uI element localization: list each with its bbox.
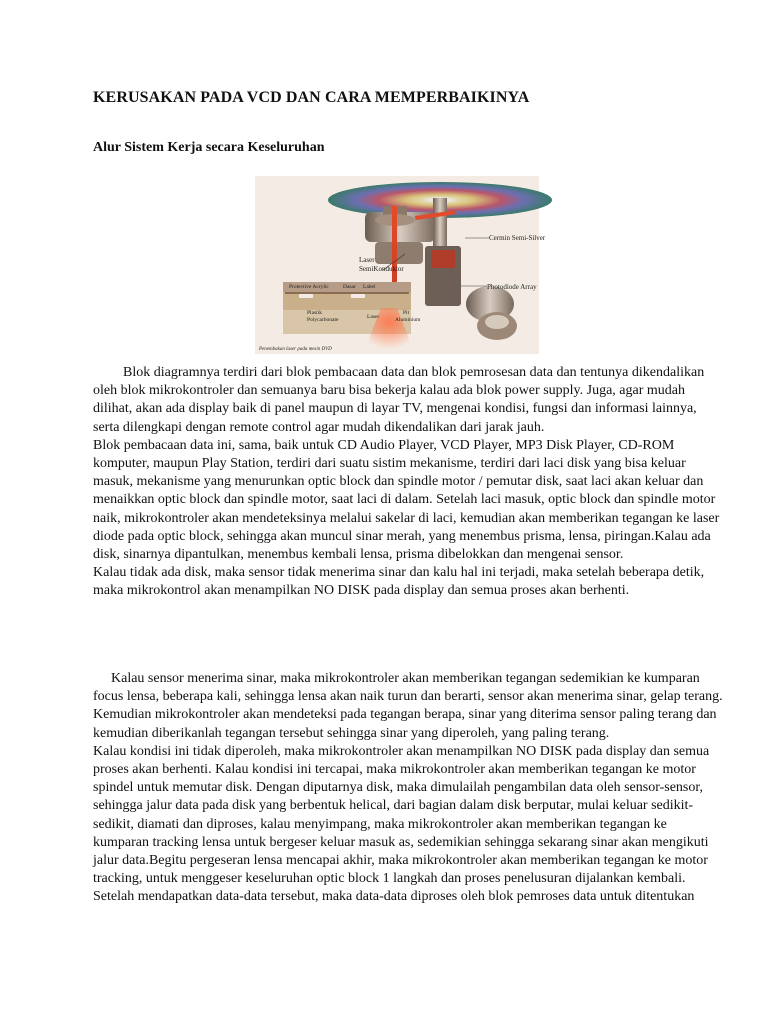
paragraph: Blok pembacaan data ini, sama, baik untuk CD Audio Player, VCD Player, MP3 Disk Player, CD-ROM komputer, maupun Play Station, terdiri dari suatu sistim mekanisme, terdiri dari laci disk yang bisa keluar masuk, mekanisme yang menurunkan optic block dan spindle motor / pemutar disk, saat laci akan keluar dan menaikkan optic block dan spindle motor, saat laci di dalam. Setelah laci masuk, optic block dan spindle motor naik, mikrokontroler akan mendeteksinya melalui sakelar di laci, kemudian akan memberikan tegangan ke laser diode pada optic block, sehingga akan muncul sinar merah, yang menembus prisma, lensa, piringan.Kalau ada disk, sinarnya dipantulkan, menembus kembali lensa, prisma dibelokkan dan mengenai sensor. xyxy=(93,437,720,563)
label-polycarbonate: Polycarbonate xyxy=(307,317,339,323)
document-title: KERUSAKAN PADA VCD DAN CARA MEMPERBAIKINYA xyxy=(93,89,530,106)
label-aluminium: Aluminium xyxy=(395,317,421,323)
paragraph: Kalau tidak ada disk, maka sensor tidak menerima sinar dan kalu hal ini terjadi, maka setelah beberapa detik, maka mikrokontrol akan menampilkan NO DISK pada display dan semua proses akan berhenti. xyxy=(93,565,705,599)
optic-block-figure xyxy=(255,176,546,354)
label-dasar: Dasar xyxy=(343,284,356,290)
label-cermin: Cermin Semi-Silver xyxy=(489,234,546,242)
figure-caption: Penembakan laser pada mesin DVD xyxy=(259,347,332,352)
label-protective: Protective Acrylic xyxy=(289,284,329,290)
label-photodiode: Photodiode Array xyxy=(487,283,537,291)
label-label: Label xyxy=(363,284,376,290)
label-plastik: Plastik xyxy=(307,310,322,316)
paragraph: Kalau kondisi ini tidak diperoleh, maka mikrokontroler akan menampilkan NO DISK pada display dan semua proses akan berhenti. Kalau kondisi ini tercapai, maka mikrokontroler akan memberikan tegangan ke motor spindel untuk memutar disk. Dengan diputarnya disk, maka dimulailah pengambilan data oleh sensor-sensor, sehingga jalur data pada disk yang berbentuk helical, dari bagian dalam disk berputar, mulai keluar sedikit-sedikit, diamati dan diproses, kalau menyimpang, maka mikrokontroler akan memberikan tegangan ke kumparan tracking lensa untuk bergeser keluar masuk as, sedemikian sehingga sekarang sinar akan mengikuti jalur data.Begitu pergeseran lensa mencapai akhir, maka mikrokontroler akan memberikan tegangan ke motor tracking, untuk menggeser keseluruhan optic block 1 langkah dan proses penelusuran dijalankan kembali. Setelah mendapatkan data-data tersebut, maka data-data diproses oleh blok pemroses data untuk ditentukan xyxy=(93,743,710,905)
text-block-1 xyxy=(93,364,723,601)
label-laser: Laser xyxy=(359,256,375,264)
paragraph: Blok diagramnya terdiri dari blok pembacaan data dan blok pemrosesan data dan tentunya dikendalikan oleh blok mikrokontroler dan semuanya baru bisa bekerja kalau ada blok power supply. Juga, agar mudah dilihat, akan ada display baik di panel maupun di layar TV, mengenai kondisi, fungsi dan informasi lainnya, serta dilengkapi dengan remote control agar mudah dikendalikan dari jarak jauh. xyxy=(93,365,705,435)
optic-block-illustration xyxy=(255,176,546,354)
paragraph: Kalau sensor menerima sinar, maka mikrokontroler akan memberikan tegangan sedemikian ke kumparan focus lensa, beberapa kali, sehingga lensa akan naik turun dan berarti, sensor akan menerima sinar, gelap terang. Kemudian mikrokontroler akan mendeteksi pada tegangan berapa, sinar yang diterima sensor paling terang dan kemudian diberikanlah tegangan tersebut sehingga sinar yang diperoleh, yang paling terang. xyxy=(93,671,723,741)
section-subtitle: Alur Sistem Kerja secara Keseluruhan xyxy=(93,140,325,155)
text-block-2 xyxy=(93,670,723,907)
label-laser-small: Laser xyxy=(367,314,380,320)
label-pit: Pit xyxy=(403,310,410,316)
label-semikonduktor: SemiKonduktor xyxy=(359,265,404,273)
